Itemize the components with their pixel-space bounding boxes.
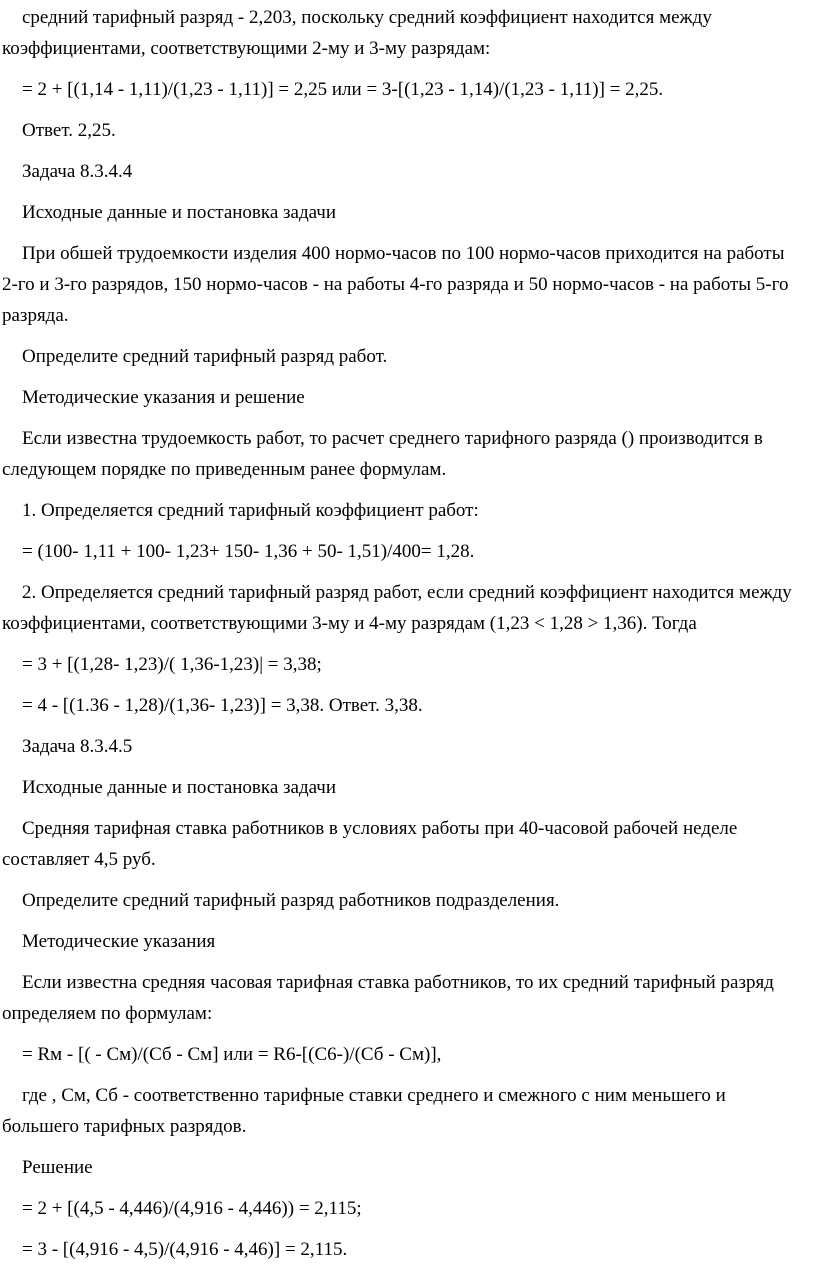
section-heading: Исходные данные и постановка задачи	[22, 777, 337, 798]
section-heading: Методические указания	[22, 931, 216, 952]
paragraph: Средняя тарифная ставка работников в условиях работы при 40-часовой рабочей неделе составляет 4,5 руб.	[2, 818, 738, 870]
section-heading: Методические указания и решение	[22, 387, 305, 408]
formula-line: = 2 + [(1,14 - 1,11)/(1,23 - 1,11)] = 2,25 или = 3-[(1,23 - 1,14)/(1,23 - 1,11)] = 2,25.	[22, 79, 664, 100]
formula-line: = Rм - [( - См)/(Сб - См] или = R6-[(С6-)/(Сб - См)],	[22, 1044, 442, 1065]
answer-line: Ответ. 2,25.	[22, 120, 116, 141]
formula-line: = 2 + [(4,5 - 4,446)/(4,916 - 4,446)) = 2,115;	[22, 1198, 362, 1219]
formula-line: = 4 - [(1.36 - 1,28)/(1,36- 1,23)] = 3,38. Ответ. 3,38.	[22, 695, 423, 716]
paragraph: Если известна средняя часовая тарифная ставка работников, то их средний тарифный разряд определяем по формулам:	[2, 972, 774, 1024]
paragraph: где , См, Сб - соответственно тарифные ставки среднего и смежного с ним меньшего и большего тарифных разрядов.	[2, 1085, 726, 1137]
task-heading: Задача 8.3.4.4	[22, 161, 133, 182]
task-question: Определите средний тарифный разряд работ.	[22, 346, 388, 367]
section-heading: Решение	[22, 1157, 93, 1178]
task-question: Определите средний тарифный разряд работников подразделения.	[22, 890, 560, 911]
task-heading: Задача 8.3.4.5	[22, 736, 133, 757]
section-heading: Исходные данные и постановка задачи	[22, 202, 337, 223]
formula-line: = (100- 1,11 + 100- 1,23+ 150- 1,36 + 50- 1,51)/400= 1,28.	[22, 541, 475, 562]
paragraph: средний тарифный разряд - 2,203, поскольку средний коэффициент находится между коэффициентами, соответствующими 2-му и 3-му разрядам:	[2, 7, 712, 59]
paragraph: При обшей трудоемкости изделия 400 нормо-часов по 100 нормо-часов приходится на работы 2-го и 3-го разрядов, 150 нормо-часов - на работы 4-го разряда и 50 нормо-часов - на работы 5-го разряда.	[2, 243, 789, 326]
step-line: 2. Определяется средний тарифный разряд работ, если средний коэффициент находится между коэффициентами, соответствующими 3-му и 4-му разрядам (1,23 < 1,28 > 1,36). Тогда	[2, 582, 792, 634]
formula-line: = 3 - [(4,916 - 4,5)/(4,916 - 4,46)] = 2,115.	[22, 1239, 348, 1260]
step-line: 1. Определяется средний тарифный коэффициент работ:	[22, 500, 479, 521]
formula-line: = 3 + [(1,28- 1,23)/( 1,36-1,23)| = 3,38;	[22, 654, 322, 675]
paragraph: Если известна трудоемкость работ, то расчет среднего тарифного разряда () производится в следующем порядке по приведенным ранее формулам.	[2, 428, 763, 480]
